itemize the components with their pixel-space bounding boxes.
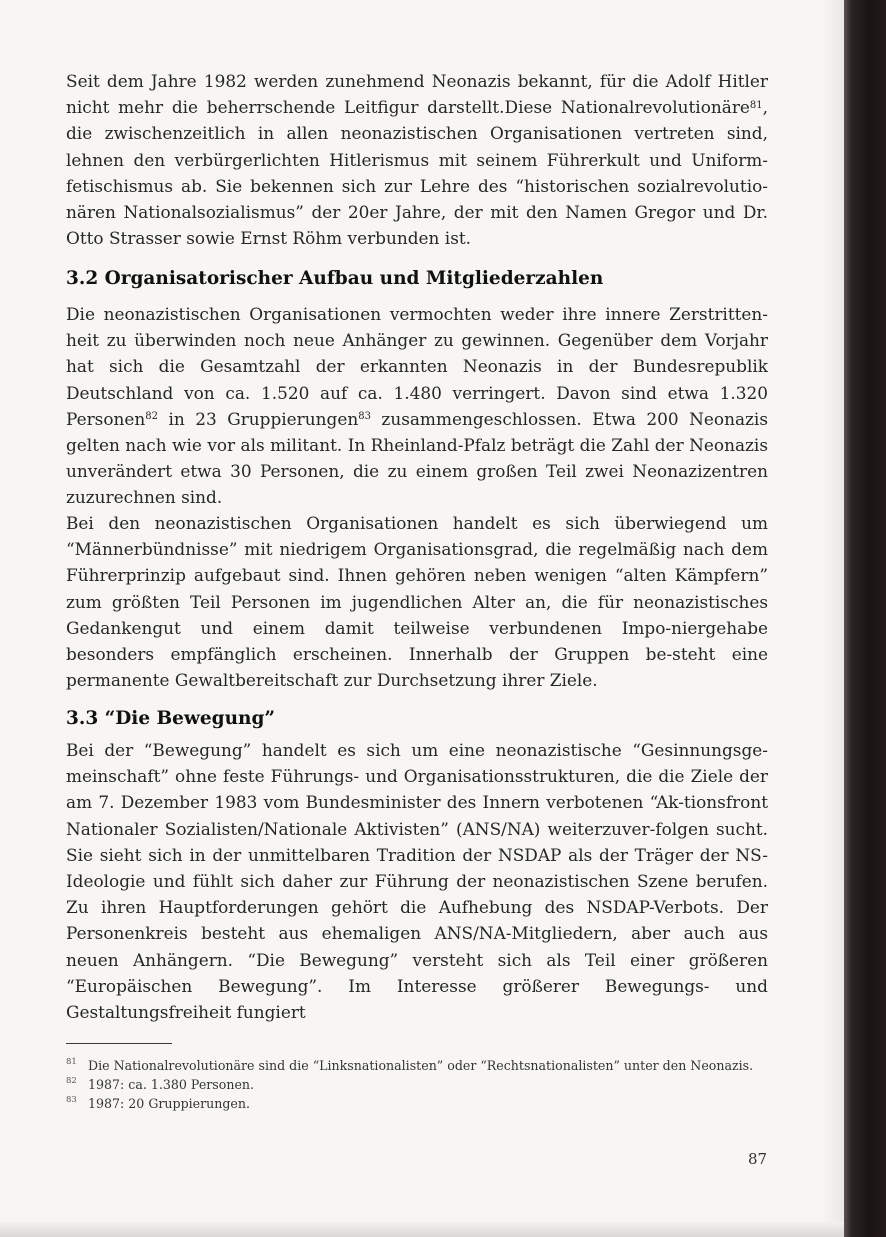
- page-edge-shadow: [822, 0, 844, 1237]
- page-number: 87: [748, 1150, 768, 1168]
- intro-text-b: , die zwischenzeitlich in allen neonazistischen Organisationen vertreten sind, lehnen den verbürgerlichten Hitlerismus mit seinem Führerkult und Uniform-fetischismus ab. Sie bekennen sich zur Lehre des “historischen sozialrevolutio-nären Nationalsozialismus” der 20er Jahre, der mit den Namen Gregor und Dr. Otto Strasser sowie Ernst Röhm verbunden ist.: [66, 97, 768, 249]
- footnotes: [66, 1056, 768, 1113]
- footnote-82: [66, 1075, 768, 1094]
- footnote-number: 83: [66, 1095, 77, 1105]
- intro-text-a: Seit dem Jahre 1982 werden zunehmend Neonazis bekannt, für die Adolf Hitler nicht mehr die beherrschende Leitfigur darstellt.Diese Nationalrevolutionäre: [66, 71, 768, 118]
- footnote-ref-81: 81: [749, 99, 763, 111]
- section-heading-3-2: 3.2 Organisatorischer Aufbau und Mitgliederzahlen: [66, 268, 604, 289]
- section-3-3-paragraph-1: Bei der “Bewegung” handelt es sich um eine neonazistische “Gesinnungsge-meinschaft” ohne feste Führungs- und Organisationsstrukturen, die die Ziele der am 7. Dezember 1983 vom Bundesminister des Innern verbotenen “Ak-tionsfront Nationaler Sozialisten/Nationale Aktivisten” (ANS/NA) weiterzuver-folgen sucht. Sie sieht sich in der unmittelbaren Tradition der NSDAP als der Träger der NS-Ideologie und fühlt sich daher zur Führung der neonazistischen Szene berufen. Zu ihren Hauptforderungen gehört die Aufhebung des NSDAP-Verbots. Der Personenkreis besteht aus ehemaligen ANS/NA-Mitgliedern, aber auch aus neuen Anhängern. “Die Bewegung” versteht sich als Teil einer größeren “Europäischen Bewegung”. Im Interesse größerer Bewegungs- und Gestaltungsfreiheit fungiert: [66, 740, 768, 1023]
- footnote-number: 81: [66, 1057, 77, 1067]
- s32-text-a: Die neonazistischen Organisationen vermochten weder ihre innere Zerstritten-heit zu überwinden noch neue Anhänger zu gewinnen. Gegenüber dem Vorjahr hat sich die Gesamtzahl der erkannten Neonazis in der Bundesrepublik Deutschland von ca. 1.520 auf ca. 1.480 verringert. Davon sind etwa 1.320 Personen: [66, 304, 768, 429]
- scan-bottom-edge: [0, 1222, 844, 1237]
- footnote-divider: [66, 1043, 172, 1044]
- footnote-81: [66, 1056, 768, 1075]
- footnote-text: 1987: ca. 1.380 Personen.: [88, 1077, 255, 1092]
- footnote-number: 82: [66, 1076, 77, 1086]
- section-heading-3-3: 3.3 “Die Bewegung”: [66, 708, 276, 729]
- footnote-text: 1987: 20 Gruppierungen.: [88, 1096, 250, 1111]
- footnote-ref-83: 83: [358, 411, 371, 423]
- intro-paragraph: [66, 68, 768, 251]
- section-3-2-paragraph-2: Bei den neonazistischen Organisationen handelt es sich überwiegend um “Männerbündnisse” mit niedrigem Organisationsgrad, die regelmäßig nach dem Führerprinzip aufgebaut sind. Ihnen gehören neben wenigen “alten Kämpfern” zum größten Teil Personen im jugendlichen Alter an, die für neonazistisches Gedankengut und einem damit teilweise verbundenen Impo-niergehabe besonders empfänglich erscheinen. Innerhalb der Gruppen be-steht eine permanente Gewaltbereitschaft zur Durchsetzung ihrer Ziele.: [66, 513, 768, 691]
- footnote-ref-82: 82: [145, 411, 158, 423]
- s32-text-c: zusammengeschlossen. Etwa 200 Neonazis gelten nach wie vor als militant. In Rheinland-Pfalz beträgt die Zahl der Neonazis unverändert etwa 30 Personen, die zu einem großen Teil zwei Neonazizentren zuzurechnen sind.: [66, 408, 768, 508]
- s32-text-b: in 23 Gruppierungen: [158, 408, 359, 429]
- scan-binding-edge: [844, 0, 886, 1237]
- section-3-2-paragraph-1: [66, 301, 768, 511]
- footnote-83: [66, 1094, 768, 1113]
- footnote-text: Die Nationalrevolutionäre sind die “Linksnationalisten” oder “Rechtsnationalisten” unter den Neonazis.: [88, 1058, 754, 1073]
